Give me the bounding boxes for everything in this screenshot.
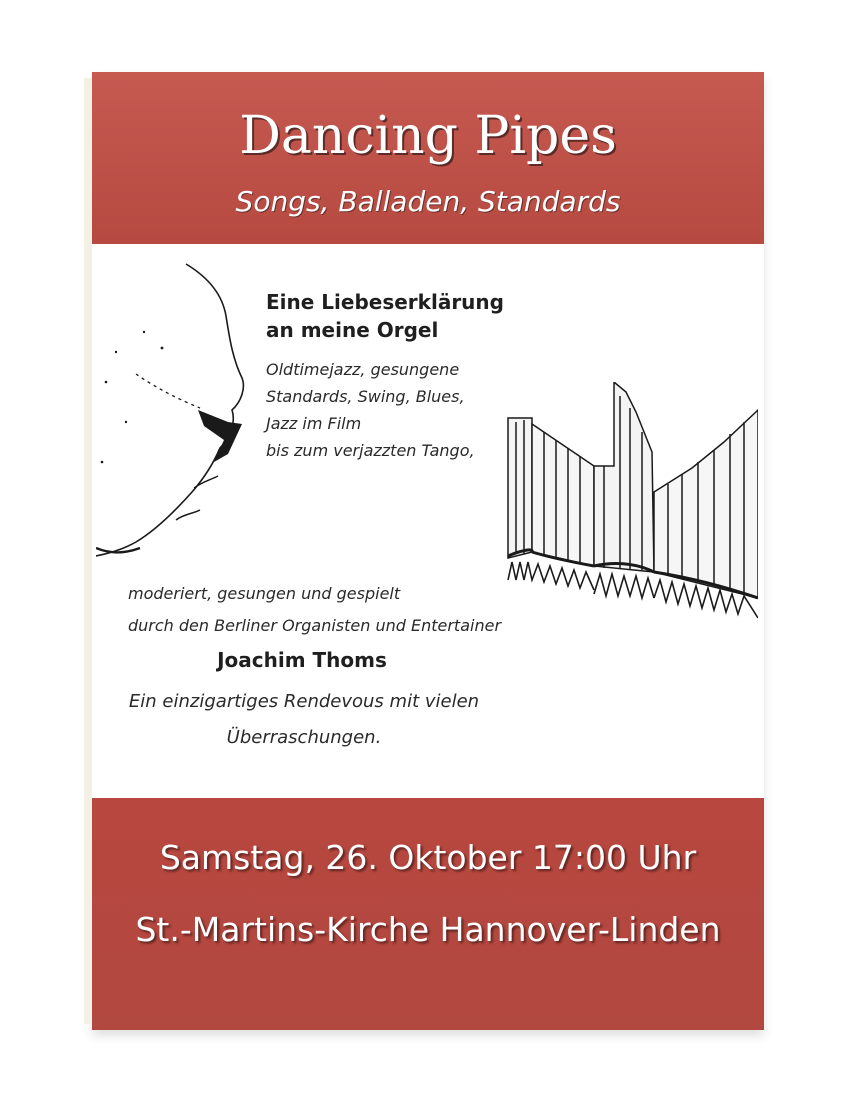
genre-line: Oldtimejazz, gesungene xyxy=(266,360,460,379)
face-silhouette-icon xyxy=(96,262,246,562)
rendezvous-line: Überraschungen. xyxy=(226,727,382,748)
lead-heading-line: Eine Liebeserklärung xyxy=(266,290,504,314)
genre-line: bis zum verjazzten Tango, xyxy=(266,441,475,460)
rendezvous-text xyxy=(92,684,516,756)
organ-pipes-icon xyxy=(502,382,758,622)
genre-line: Jazz im Film xyxy=(266,414,362,433)
moderation-text xyxy=(128,578,501,642)
genre-list xyxy=(266,356,475,464)
poster-subtitle: Songs, Balladen, Standards xyxy=(235,185,621,218)
genre-line: Standards, Swing, Blues, xyxy=(266,387,465,406)
moderation-line: durch den Berliner Organisten und Entertainer xyxy=(128,616,502,635)
poster xyxy=(92,72,764,1030)
event-date: Samstag, 26. Oktober 17:00 Uhr xyxy=(159,838,697,877)
moderation-line: moderiert, gesungen und gespielt xyxy=(128,584,401,603)
event-venue: St.-Martins-Kirche Hannover-Linden xyxy=(135,910,721,949)
poster-title: Dancing Pipes xyxy=(239,106,617,166)
lead-heading-line: an meine Orgel xyxy=(266,318,439,342)
artist-name: Joachim Thoms xyxy=(217,648,387,672)
lead-heading xyxy=(266,288,504,344)
rendezvous-line: Ein einzigartiges Rendevous mit vielen xyxy=(128,691,480,712)
